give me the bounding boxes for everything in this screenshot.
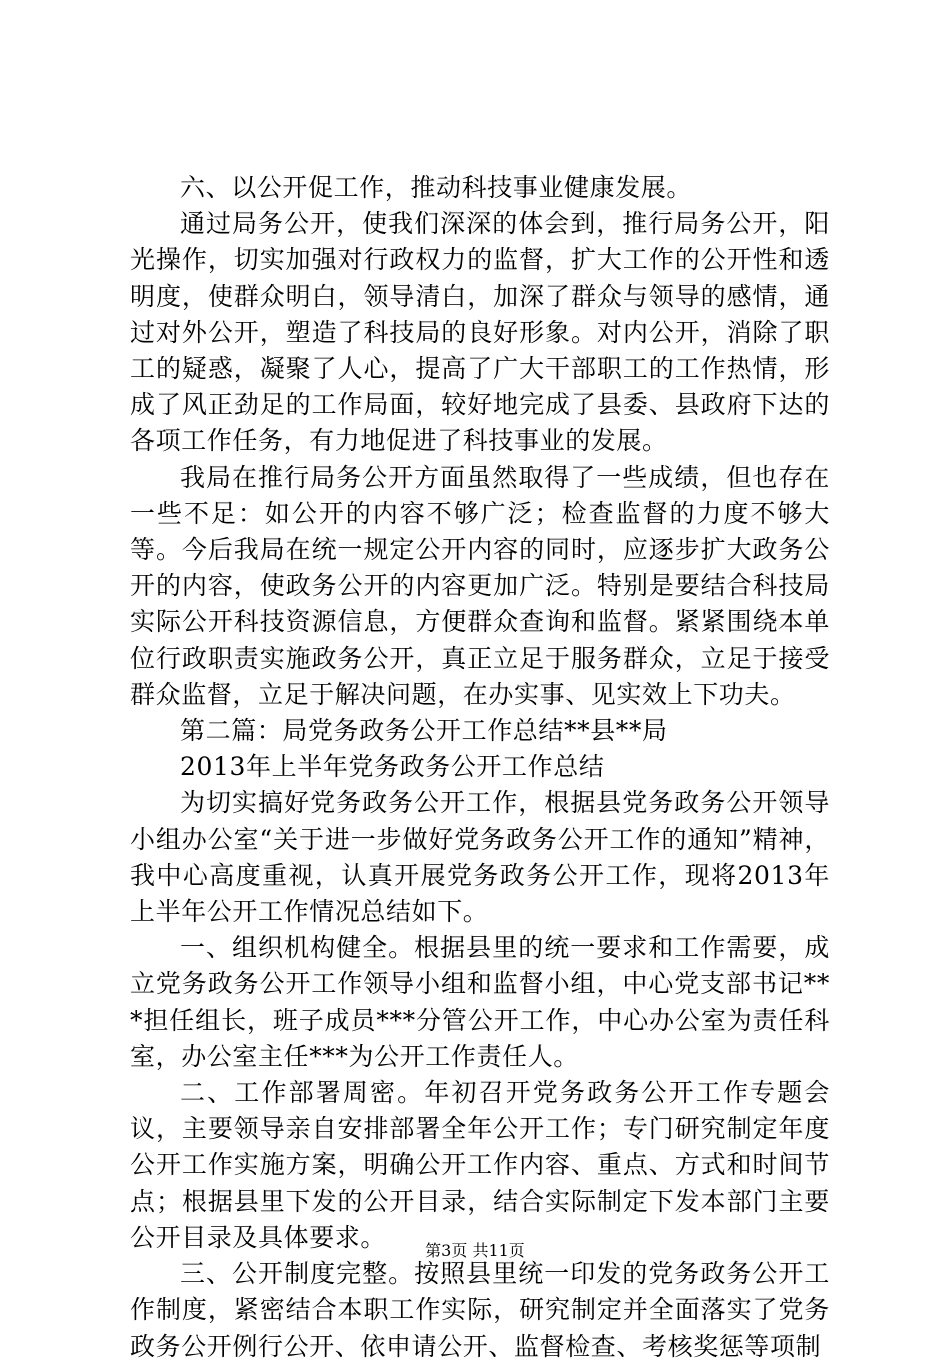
- chapter-title: 第二篇：局党务政务公开工作总结**县**局: [180, 716, 668, 746]
- document-body: [130, 170, 830, 1365]
- section-heading-6: 六、以公开促工作，推动科技事业健康发展。: [180, 173, 693, 202]
- page-number: 第3页 共11页: [425, 1241, 525, 1260]
- report-title: 2013年上半年党务政务公开工作总结: [180, 752, 605, 782]
- paragraph: 二、工作部署周密。年初召开党务政务公开工作专题会议，主要领导亲自安排部署全年公开工作；专门研究制定年度公开工作实施方案，明确公开工作内容、重点、方式和时间节点；根据县里下发的公开目录，结合实际制定下发本部门主要公开目录及具体要求。: [130, 1078, 830, 1252]
- paragraph: 通过局务公开，使我们深深的体会到，推行局务公开，阳光操作，切实加强对行政权力的监督，扩大工作的公开性和透明度，使群众明白，领导清白，加深了群众与领导的感情，通过对外公开，塑造了科技局的良好形象。对内公开，消除了职工的疑惑，凝聚了人心，提高了广大干部职工的工作热情，形成了风正劲足的工作局面，较好地完成了县委、县政府下达的各项工作任务，有力地促进了科技事业的发展。: [130, 209, 830, 456]
- paragraph: 一、组织机构健全。根据县里的统一要求和工作需要，成立党务政务公开工作领导小组和监督小组，中心党支部书记***担任组长，班子成员***分管公开工作，中心办公室为责任科室，办公室主任***为公开工作责任人。: [130, 933, 830, 1071]
- page-footer: [0, 1241, 950, 1261]
- paragraph: 为切实搞好党务政务公开工作，根据县党务政务公开领导小组办公室“关于进一步做好党务政务公开工作的通知”精神，我中心高度重视，认真开展党务政务公开工作，现将2013年上半年公开工作情况总结如下。: [130, 788, 830, 927]
- paragraph: 我局在推行局务公开方面虽然取得了一些成绩，但也存在一些不足：如公开的内容不够广泛；检查监督的力度不够大等。今后我局在统一规定公开内容的同时，应逐步扩大政务公开的内容，使政务公开的内容更加广泛。特别是要结合科技局实际公开科技资源信息，方便群众查询和监督。紧紧围绕本单位行政职责实施政务公开，真正立足于服务群众，立足于接受群众监督，立足于解决问题，在办实事、见实效上下功夫。: [130, 462, 830, 709]
- paragraph: 三、公开制度完整。按照县里统一印发的党务政务公开工作制度，紧密结合本职工作实际，研究制定并全面落实了党务政务公开例行公开、依申请公开、监督检查、考核奖惩等项制: [130, 1259, 830, 1361]
